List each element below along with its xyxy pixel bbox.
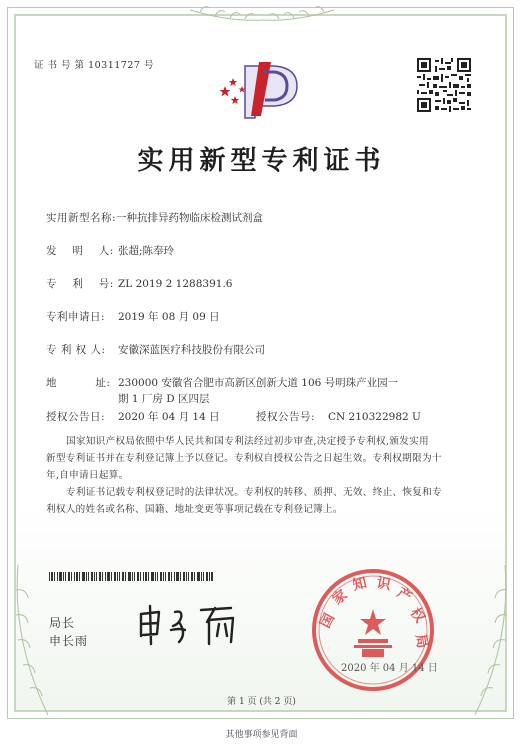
holder-label: 专 利 权 人: [46, 344, 106, 356]
patent-number-label: 专 利 号: [46, 278, 114, 290]
svg-text:局: 局 [412, 632, 431, 650]
qr-code [417, 58, 471, 112]
address-line1: 230000 安徽省合肥市高新区创新大道 106 号明珠产业园一 [118, 377, 399, 389]
address-line2: 期 1 厂房 D 区四层 [118, 393, 210, 405]
paragraph-grant-line1: 国家知识产权局依照中华人民共和国专利法经过初步审查,决定授予专利权,颁发实用 [66, 436, 429, 447]
inventor-row [46, 243, 174, 258]
svg-text:家: 家 [329, 586, 351, 609]
name-row [46, 210, 263, 225]
name-value: 一种抗排异药物临床检测试剂盒 [116, 212, 264, 224]
inventor-value: 张超;陈奉玲 [118, 245, 175, 257]
official-seal-stamp [310, 567, 436, 693]
svg-text:知: 知 [351, 574, 369, 594]
patent-number-value: ZL 2019 2 1288391.6 [118, 278, 233, 290]
paragraph-grant [46, 433, 486, 484]
barcode [49, 572, 213, 581]
svg-text:国: 国 [317, 611, 339, 631]
svg-text:识: 识 [375, 575, 392, 594]
apply-date-row [46, 309, 220, 324]
page-number: 第 1 页 (共 2 页) [227, 697, 296, 707]
patent-number-row [46, 276, 232, 291]
seal-date: 2020 年 04 月 14 日 [341, 663, 438, 674]
paragraph-legal-line2: 利权人的姓名或名称、国籍、地址变更等事项记载在专利登记簿上。 [46, 504, 343, 515]
apply-date-value: 2019 年 08 月 09 日 [118, 311, 220, 323]
paragraph-grant-line3: 年,自申请日起算。 [46, 470, 129, 481]
announce-date-label: 授权公告日: [46, 411, 106, 423]
announce-number-row [256, 409, 421, 424]
apply-date-label: 专利申请日: [46, 311, 106, 323]
director-signature [135, 600, 255, 650]
announce-number-value: CN 210322982 U [328, 411, 421, 423]
certificate-title: 实用新型专利证书 [137, 146, 386, 176]
name-label: 实用新型名称: [46, 212, 117, 224]
director-title: 局长 [49, 616, 76, 630]
paragraph-grant-line2: 新型专利证书并在专利登记簿上予以登记。专利权自授权公告之日起生效。专利权期限为十 [46, 453, 442, 464]
footer-note: 其他事项参见背面 [225, 730, 298, 740]
director-name: 申长雨 [49, 634, 89, 648]
certificate-number: 证 书 号 第 10311727 号 [34, 60, 154, 71]
paragraph-legal [46, 484, 486, 518]
inventor-label: 发 明 人: [46, 245, 114, 257]
announce-date-row [46, 409, 220, 424]
cnipa-logo-icon [215, 58, 305, 120]
holder-row [46, 342, 265, 357]
holder-value: 安徽深蓝医疗科技股份有限公司 [118, 344, 265, 356]
address-row [46, 375, 398, 390]
announce-number-label: 授权公告号: [256, 411, 316, 423]
announce-date-value: 2020 年 04 月 14 日 [118, 411, 220, 423]
paragraph-legal-line1: 专利证书记载专利权登记时的法律状况。专利权的转移、质押、无效、终止、恢复和专 [66, 487, 442, 498]
svg-text:权: 权 [406, 605, 428, 626]
svg-text:产: 产 [393, 584, 415, 606]
address-label: 地 址: [46, 377, 111, 389]
